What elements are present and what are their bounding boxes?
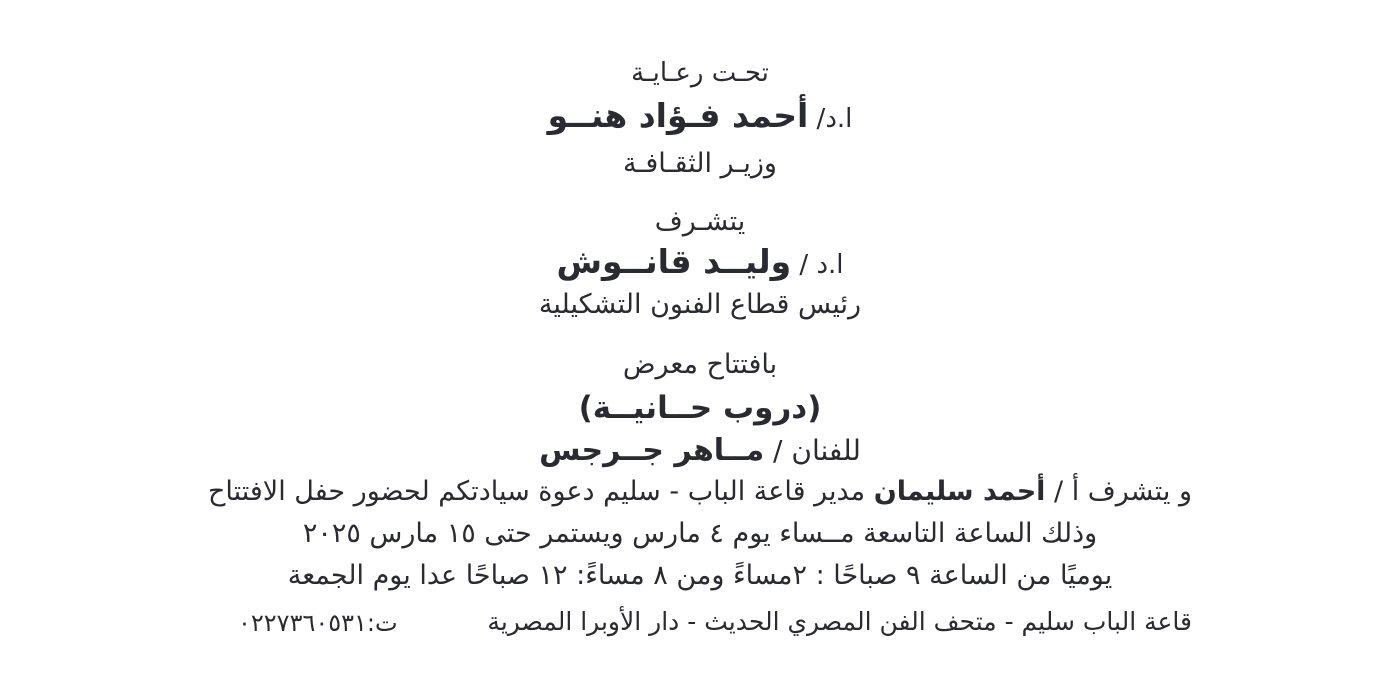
supervisor-name-prefix: ا.د /	[791, 250, 844, 280]
date-line: وذلك الساعة التاسعة مــساء يوم ٤ مارس ويستمر حتى ١٥ مارس ٢٠٢٥	[302, 518, 1098, 549]
artist-name: مــاهر جــرجس	[539, 433, 765, 468]
artist-line	[0, 433, 1400, 468]
supervisor-name: وليــد قانــوش	[556, 242, 792, 281]
supervisor-role: رئيس قطاع الفنون التشكيلية	[538, 289, 862, 320]
venue-line: قاعة الباب سليم - متحف الفن المصري الحديث - دار الأوبرا المصرية	[487, 607, 1192, 636]
phone-number: ت:٠٢٢٧٣٦٠٥٣١	[238, 609, 398, 637]
patron-role: وزيـر الثقـافـة	[623, 148, 777, 179]
exhibition-opening-label: بافتتاح معرض	[622, 349, 778, 380]
opening-hours-line: يوميًا من الساعة ٩ صباحًا : ٢مساءً ومن ٨ مساءً: ١٢ صباحًا عدا يوم الجمعة	[287, 560, 1113, 591]
exhibition-title: (دروب حــانيــة)	[578, 390, 822, 426]
patron-name-line	[0, 96, 1400, 135]
patronage-label: تحـت رعـايـة	[631, 58, 769, 88]
patron-name-prefix: ا.د/	[808, 104, 853, 134]
invitation-host-rest: مدير قاعة الباب - سليم دعوة سيادتكم لحضور حفل الافتتاح	[207, 476, 874, 507]
invitation-host-name: أحمد سليمان	[873, 476, 1046, 507]
supervisor-name-line	[0, 242, 1400, 281]
invitation-line	[0, 476, 1400, 507]
artist-prefix: للفنان /	[764, 434, 861, 467]
patron-name: أحمد فـؤاد هنــو	[547, 96, 809, 135]
supervision-label: يتشـرف	[654, 206, 746, 237]
invitation-host-prefix: و يتشرف أ /	[1045, 476, 1193, 507]
